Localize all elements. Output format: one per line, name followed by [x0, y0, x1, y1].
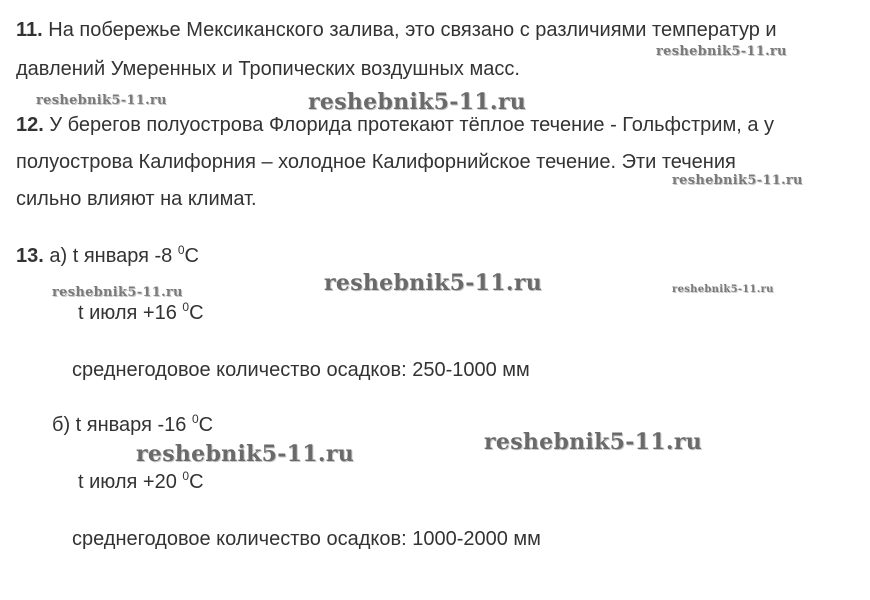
watermark: reshebnik5-11.ru — [672, 284, 774, 295]
q12-line-3 — [16, 187, 257, 211]
q13-a-july-text: t июля +16 — [78, 302, 177, 324]
degree-sign: 0 — [191, 412, 199, 426]
q13-b-july — [78, 470, 204, 496]
q13-number: 13. — [16, 245, 44, 267]
degree-sign: 0 — [182, 469, 190, 483]
q13-b-january — [52, 413, 213, 439]
q11-line-2 — [16, 57, 520, 81]
celsius-unit: C — [184, 245, 199, 267]
q11-number: 11. — [16, 19, 43, 41]
q12-line-2 — [16, 150, 736, 174]
watermark: reshebnik5-11.ru — [672, 173, 803, 188]
q13-b-july-text: t июля +20 — [78, 471, 177, 493]
q12-number: 12. — [16, 114, 44, 136]
q13-a-july — [78, 301, 204, 327]
degree-sign: 0 — [177, 243, 185, 257]
watermark: reshebnik5-11.ru — [36, 93, 167, 108]
degree-sign: 0 — [182, 300, 190, 314]
q13-b-precipitation — [72, 527, 541, 551]
q11-line-1 — [16, 18, 777, 42]
watermark: reshebnik5-11.ru — [656, 44, 787, 59]
watermark: reshebnik5-11.ru — [484, 429, 703, 455]
q13-b-january-text: б) t января -16 — [52, 414, 187, 436]
q12-text-2: полуострова Калифорния – холодное Калифорнийское течение. Эти течения — [16, 151, 736, 173]
watermark: reshebnik5-11.ru — [324, 270, 543, 296]
q13-a-january — [16, 244, 199, 270]
q13-a-precipitation — [72, 358, 530, 382]
q13-b-precipitation-text: среднегодовое количество осадков: 1000-2000 мм — [72, 528, 541, 550]
q12-text-3: сильно влияют на климат. — [16, 188, 257, 210]
watermark: reshebnik5-11.ru — [52, 285, 183, 300]
celsius-unit: C — [189, 471, 204, 493]
celsius-unit: C — [189, 302, 204, 324]
celsius-unit: C — [198, 414, 214, 436]
q11-text-1: На побережье Мексиканского залива, это связано с различиями температур и — [48, 19, 777, 41]
q11-text-2: давлений Умеренных и Тропических воздушных масс. — [16, 58, 520, 80]
watermark: reshebnik5-11.ru — [308, 89, 527, 115]
q12-line-1 — [16, 113, 774, 137]
q13-a-precipitation-text: среднегодовое количество осадков: 250-1000 мм — [72, 359, 530, 381]
watermark: reshebnik5-11.ru — [136, 441, 355, 467]
q13-a-january-text: а) t января -8 — [49, 245, 173, 267]
q12-text-1: У берегов полуострова Флорида протекают тёплое течение - Гольфстрим, а у — [49, 114, 775, 136]
